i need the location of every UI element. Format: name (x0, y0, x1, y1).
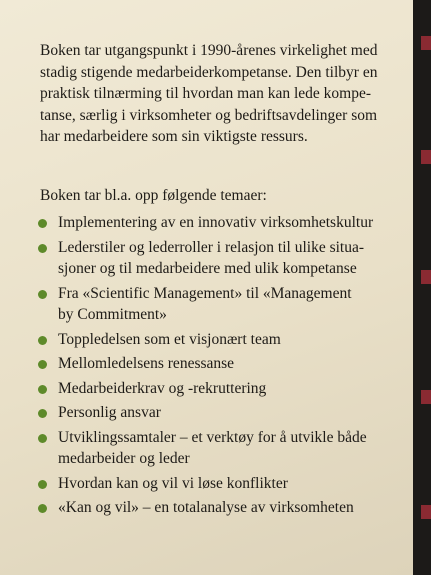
topic-line: Medarbeiderkrav og -rekruttering (58, 379, 267, 397)
edge-stripe (421, 505, 431, 519)
topic-item (36, 497, 396, 519)
topic-line: medarbeider og leder (58, 450, 190, 467)
bullet-dot-icon (38, 385, 47, 394)
topic-line: by Commitment» (58, 306, 167, 323)
topic-item (36, 237, 396, 280)
topic-line: Toppledelsen som et visjonært team (58, 330, 281, 348)
topic-line: Utviklingssamtaler – et verktøy for å utvikle både (58, 428, 367, 446)
bullet-dot-icon (38, 290, 47, 299)
edge-stripe (421, 150, 431, 164)
topic-item (36, 427, 396, 470)
bullet-dot-icon (38, 219, 47, 228)
topics-list (36, 212, 396, 522)
topic-line: Lederstiler og lederroller i relasjon til ulike situa- (58, 238, 365, 256)
topic-item (36, 402, 396, 424)
bullet-dot-icon (38, 336, 47, 345)
topic-item (36, 329, 396, 351)
topic-line: «Kan og vil» – en totalanalyse av virksomheten (58, 499, 354, 516)
topic-line: Personlig ansvar (58, 404, 161, 421)
bullet-dot-icon (38, 434, 47, 443)
intro-paragraph (40, 40, 390, 148)
intro-line: stadig stigende medarbeiderkompetanse. Den tilbyr en (40, 63, 378, 81)
intro-line: har medarbeidere som sin viktigste ressurs. (40, 128, 308, 145)
book-edge (413, 0, 431, 575)
bullet-dot-icon (38, 360, 47, 369)
topics-heading: Boken tar bl.a. opp følgende temaer: (40, 187, 267, 204)
topic-line: Fra «Scientific Management» til «Management (58, 284, 352, 302)
edge-stripe (421, 390, 431, 404)
topic-item (36, 473, 396, 495)
bullet-dot-icon (38, 244, 47, 253)
bullet-dot-icon (38, 480, 47, 489)
bullet-dot-icon (38, 504, 47, 513)
edge-stripe (421, 270, 431, 284)
topic-line: Hvordan kan og vil vi løse konflikter (58, 474, 288, 492)
topic-item (36, 378, 396, 400)
intro-line: tanse, særlig i virksomheter og bedriftsavdelinger som (40, 106, 378, 124)
topic-line: Implementering av en innovativ virksomhetskultur (58, 214, 374, 231)
topic-line: Mellomledelsens renessanse (58, 355, 235, 372)
intro-line: praktisk tilnærming til hvordan man kan lede kompe- (40, 85, 372, 102)
bullet-dot-icon (38, 409, 47, 418)
topic-item (36, 353, 396, 375)
topic-item (36, 283, 396, 326)
topic-line: sjoner og til medarbeidere med ulik kompetanse (58, 260, 357, 277)
topic-item (36, 212, 396, 234)
edge-stripe (421, 36, 431, 50)
intro-line: Boken tar utgangspunkt i 1990-årenes virkelighet med (40, 42, 378, 59)
